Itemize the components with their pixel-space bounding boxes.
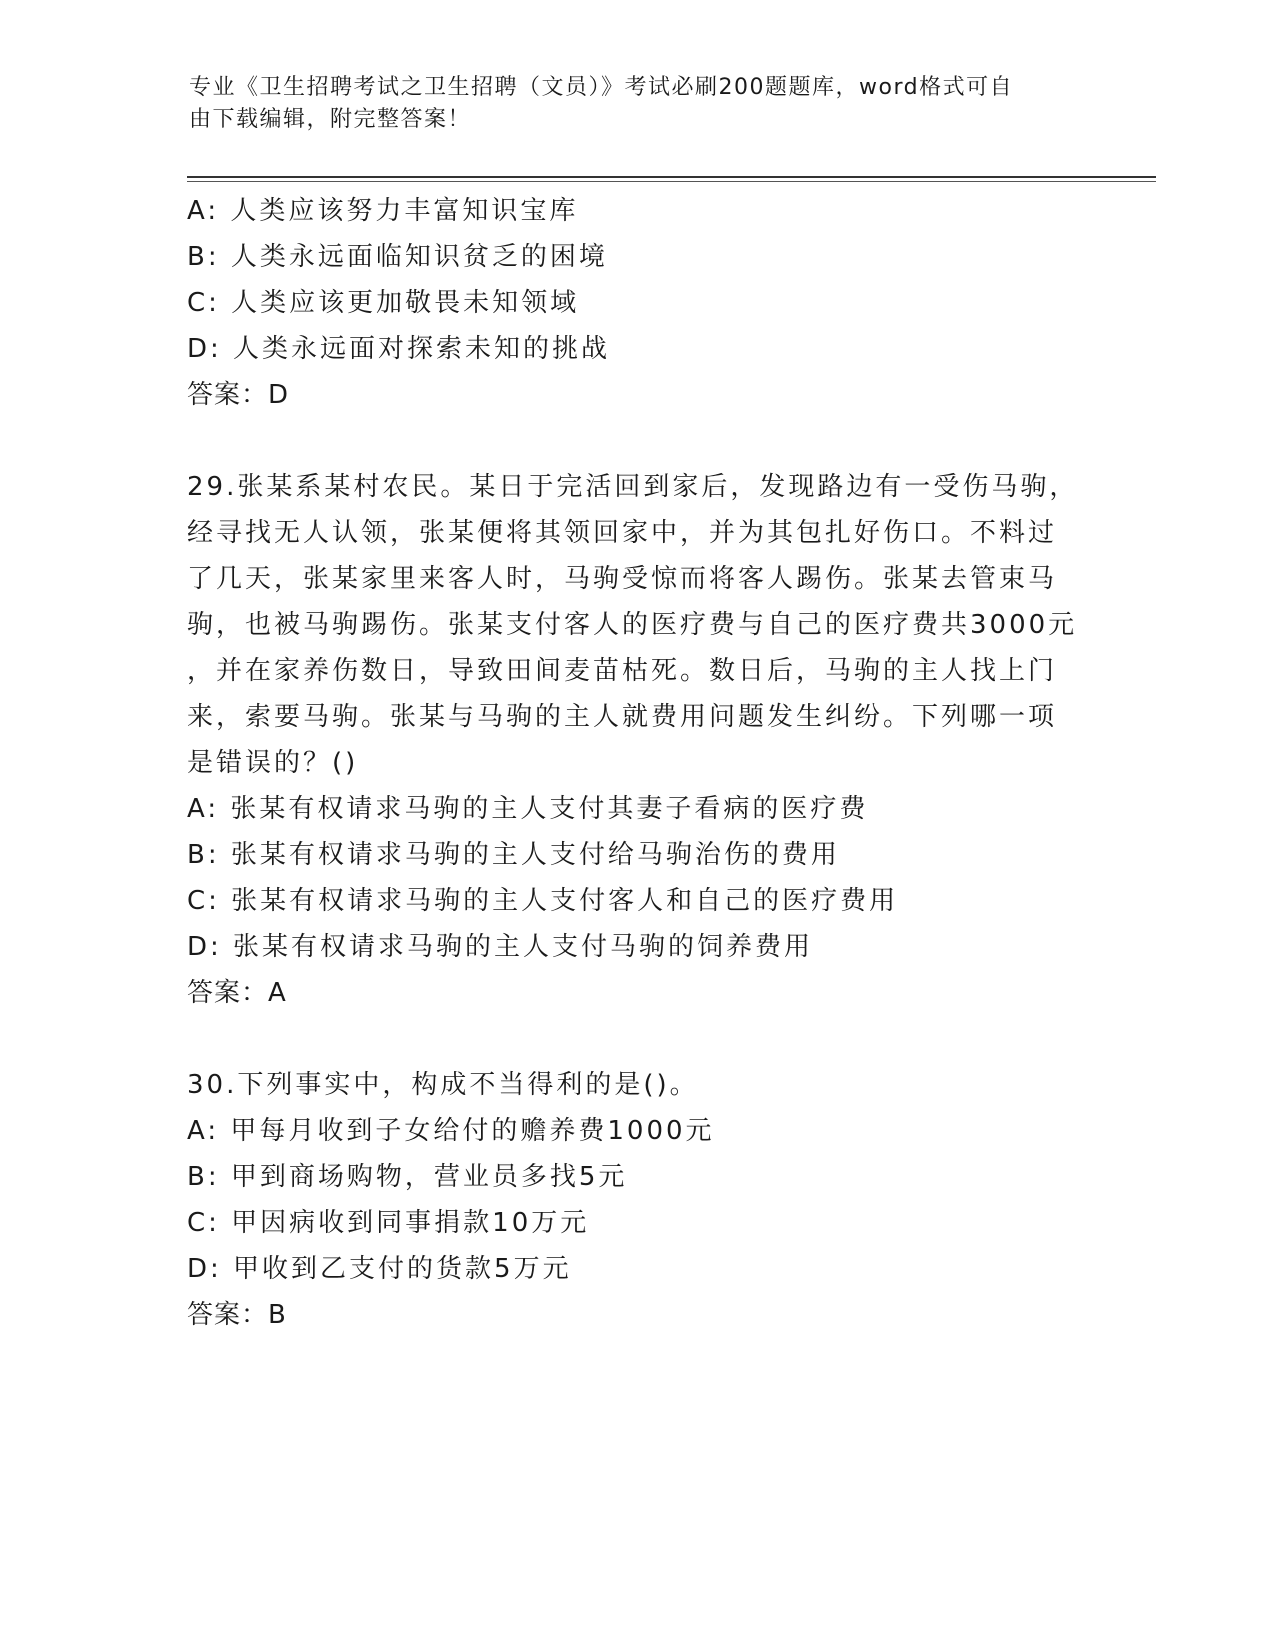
question-stem-line: 驹，也被马驹踢伤。张某支付客人的医疗费与自己的医疗费共3000元	[187, 610, 1078, 640]
question-stem-line: 来，索要马驹。张某与马驹的主人就费用问题发生纠纷。下列哪一项	[187, 702, 1058, 732]
option-c: C: 甲因病收到同事捐款10万元	[187, 1208, 590, 1238]
option-a: A: 人类应该努力丰富知识宝库	[187, 196, 579, 226]
header-divider-thin	[187, 181, 1156, 182]
question-stem-line: 了几天，张某家里来客人时，马驹受惊而将客人踢伤。张某去管束马	[187, 564, 1058, 594]
question-stem-line: 30.下列事实中，构成不当得利的是()。	[187, 1070, 699, 1100]
option-d: D: 甲收到乙支付的货款5万元	[187, 1254, 572, 1284]
answer-line: 答案：A	[187, 978, 287, 1008]
document-header	[189, 72, 1069, 136]
header-divider-thick	[187, 176, 1156, 178]
question-content	[187, 188, 1087, 1338]
option-b: B: 张某有权请求马驹的主人支付给马驹治伤的费用	[187, 840, 840, 870]
option-d: D: 人类永远面对探索未知的挑战	[187, 334, 611, 364]
option-b: B: 甲到商场购物，营业员多找5元	[187, 1162, 628, 1192]
option-d: D: 张某有权请求马驹的主人支付马驹的饲养费用	[187, 932, 814, 962]
option-a: A: 甲每月收到子女给付的赡养费1000元	[187, 1116, 715, 1146]
question-stem-line: 是错误的？()	[187, 748, 359, 778]
question-stem-line: ，并在家养伤数日，导致田间麦苗枯死。数日后，马驹的主人找上门	[187, 656, 1058, 686]
question-stem-line: 经寻找无人认领，张某便将其领回家中，并为其包扎好伤口。不料过	[187, 518, 1058, 548]
option-c: C: 人类应该更加敬畏未知领域	[187, 288, 580, 318]
question-spacer	[187, 418, 1087, 464]
question-29	[187, 464, 1087, 1016]
answer-line: 答案：B	[187, 1300, 287, 1330]
question-stem-line: 29.张某系某村农民。某日于完活回到家后，发现路边有一受伤马驹，	[187, 472, 1079, 502]
option-a: A: 张某有权请求马驹的主人支付其妻子看病的医疗费	[187, 794, 869, 824]
option-b: B: 人类永远面临知识贫乏的困境	[187, 242, 608, 272]
question-28-continued	[187, 188, 1087, 418]
question-30	[187, 1062, 1087, 1338]
header-line-2: 由下载编辑，附完整答案！	[189, 107, 472, 132]
option-c: C: 张某有权请求马驹的主人支付客人和自己的医疗费用	[187, 886, 899, 916]
header-line-1: 专业《卫生招聘考试之卫生招聘（文员）》考试必刷200题题库，word格式可自	[189, 75, 1014, 100]
question-spacer	[187, 1016, 1087, 1062]
answer-line: 答案：D	[187, 380, 290, 410]
